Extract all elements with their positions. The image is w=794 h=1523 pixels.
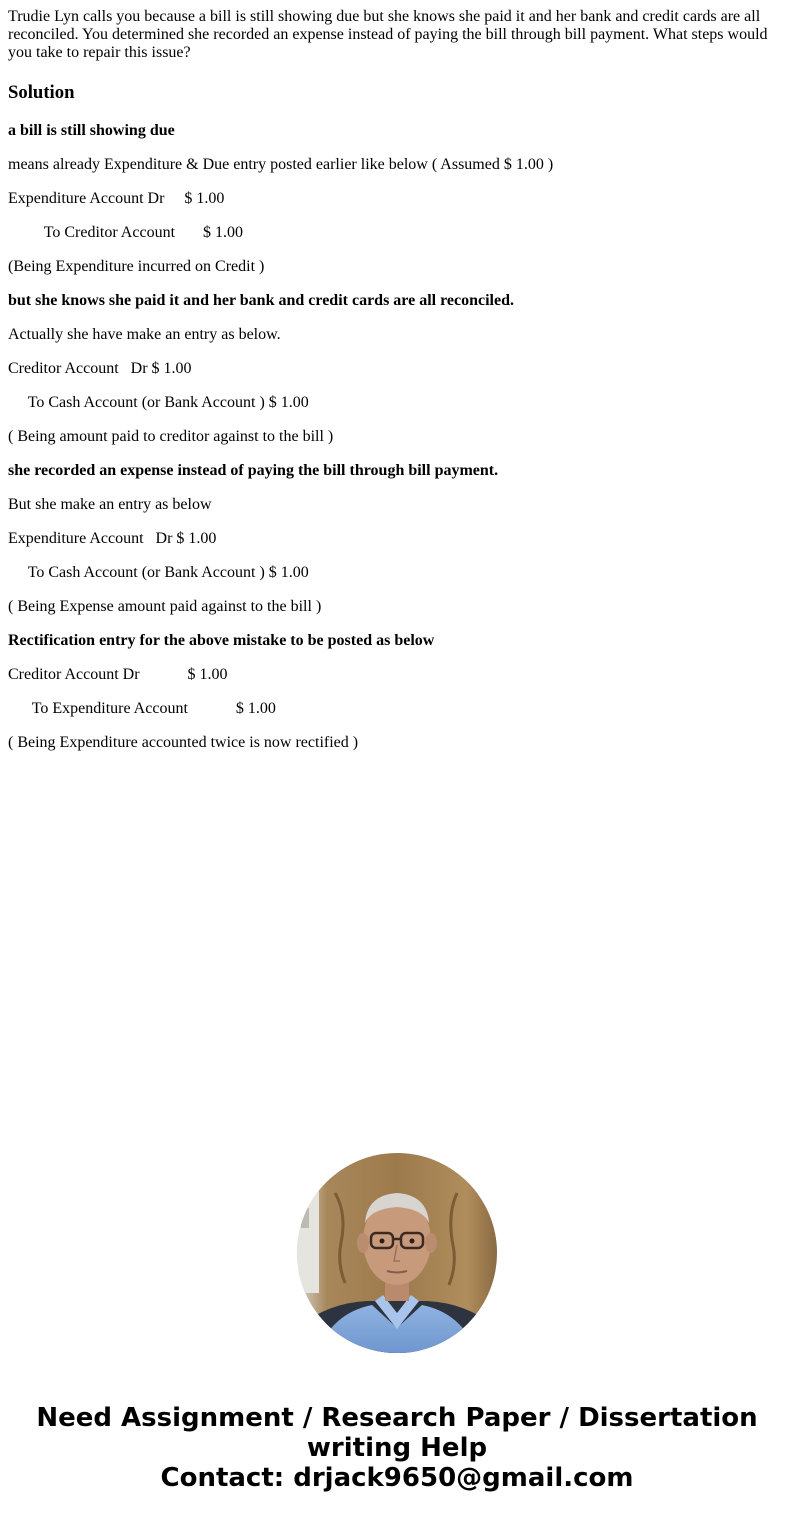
journal-narration: ( Being Expense amount paid against to the bill ) [8, 598, 322, 615]
step-heading-rectification: Rectification entry for the above mistake to be posted as below [8, 632, 435, 649]
journal-narration: ( Being amount paid to creditor against to the bill ) [8, 428, 334, 445]
step-heading-reconciled: but she knows she paid it and her bank and credit cards are all reconciled. [8, 292, 514, 309]
promo-line-assignment: Need Assignment / Research Paper / Dissertation [36, 1403, 758, 1433]
journal-credit-line: To Creditor Account $ 1.00 [8, 224, 244, 241]
promo-line-help: writing Help [306, 1433, 488, 1463]
journal-debit-line: Expenditure Account Dr $ 1.00 [8, 530, 217, 547]
journal-debit-line: Expenditure Account Dr $ 1.00 [8, 190, 225, 207]
journal-narration: (Being Expenditure incurred on Credit ) [8, 258, 265, 275]
person-portrait-icon [297, 1153, 497, 1353]
step-heading-bill-due: a bill is still showing due [8, 122, 175, 139]
explanation-text: Actually she have make an entry as below. [8, 326, 281, 343]
promo-footer [0, 1403, 794, 1493]
explanation-text: means already Expenditure & Due entry posted earlier like below ( Assumed $ 1.00 ) [8, 156, 554, 173]
journal-debit-line: Creditor Account Dr $ 1.00 [8, 360, 192, 377]
promo-contact-email: Contact: drjack9650@gmail.com [160, 1463, 634, 1493]
journal-credit-line: To Cash Account (or Bank Account ) $ 1.00 [8, 394, 309, 411]
step-heading-recorded-expense: she recorded an expense instead of paying the bill through bill payment. [8, 462, 499, 479]
journal-credit-line: To Expenditure Account $ 1.00 [8, 700, 276, 717]
avatar [297, 1153, 497, 1353]
question-text: Trudie Lyn calls you because a bill is still showing due but she knows she paid it and her bank and credit cards are all reconciled. You determined she recorded an expense instead of paying the bill through bill payment. What steps would you take to repair this issue? [8, 8, 768, 61]
journal-debit-line: Creditor Account Dr $ 1.00 [8, 666, 228, 683]
explanation-text: But she make an entry as below [8, 496, 212, 513]
journal-credit-line: To Cash Account (or Bank Account ) $ 1.00 [8, 564, 309, 581]
journal-narration: ( Being Expenditure accounted twice is now rectified ) [8, 734, 359, 751]
document-content [8, 8, 778, 752]
solution-heading: Solution [8, 82, 75, 103]
